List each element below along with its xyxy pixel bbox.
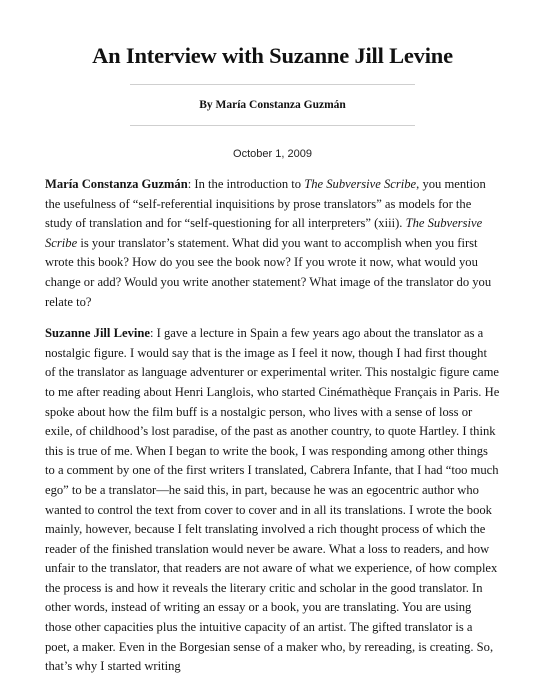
title-divider-top: [130, 84, 415, 85]
interview-question: [45, 175, 500, 312]
interview-answer: [45, 324, 500, 677]
question-text: : In the introduction to: [187, 177, 305, 191]
title-divider-bottom: [130, 125, 415, 126]
article-body: [45, 175, 500, 677]
publication-date: October 1, 2009: [233, 148, 312, 160]
article: [45, 0, 500, 689]
article-title: An Interview with Suzanne Jill Levine: [92, 43, 453, 68]
article-byline: By María Constanza Guzmán: [199, 99, 346, 111]
speaker-name: María Constanza Guzmán: [45, 177, 188, 191]
answer-text: : I gave a lecture in Spain a few years ago about the translator as a nostalgic figure. I would say that is the image as I feel it now, though I had first thought of the translator as language adventurer or experimental writer. This nostalgic figure came to me after reading about Henri Langlois, who started Cinémathèque Français in Paris. He spoke about how the film buff is a nostalgic person, who lives with a sense of loss or exile, of childhood’s lost paradise, of the past as another country, to quote Hartley. I think this is true of me. When I began to write the book, I was responding among other things to a comment by one of the first writers I translated, Cabrera Infante, that I had “too much ego” to be a translator—he said this, in part, because he was an egocentric author who wanted to control the text from cover to cover and in all its translations. I wrote the book mainly, however, because I felt translating involved a rich thought process of which the reader of the finished translation would never be aware. What a loss to readers, and how unfair to the translator, that readers are not aware of what we experience, of how complex the process is and how it reveals the literary critic and scholar in the good translator. In other words, instead of writing an essay or a book, you are translating. You are using those other capacities plus the intuitive capacity of an artist. The gifted translator is a poet, a maker. Even in the Borgesian sense of a maker who, by rereading, is creating. So, that’s why I started writing: [45, 326, 500, 674]
book-title: The Subversive Scribe: [304, 177, 417, 191]
book-title: The Subversive Scribe: [45, 216, 483, 250]
question-text: is your translator’s statement. What did you want to accomplish when you first wrote this book? How do you see the book now? If you wrote it now, what would you change or add? Would you write another statement? What image of the translator do you relate to?: [45, 235, 492, 309]
speaker-name: Suzanne Jill Levine: [45, 326, 150, 341]
question-text: , you mention the usefulness of “self-referential inquisitions by prose translators” as models for the study of translation and for “self-questioning for all interpreters” (xiii).: [45, 177, 486, 231]
